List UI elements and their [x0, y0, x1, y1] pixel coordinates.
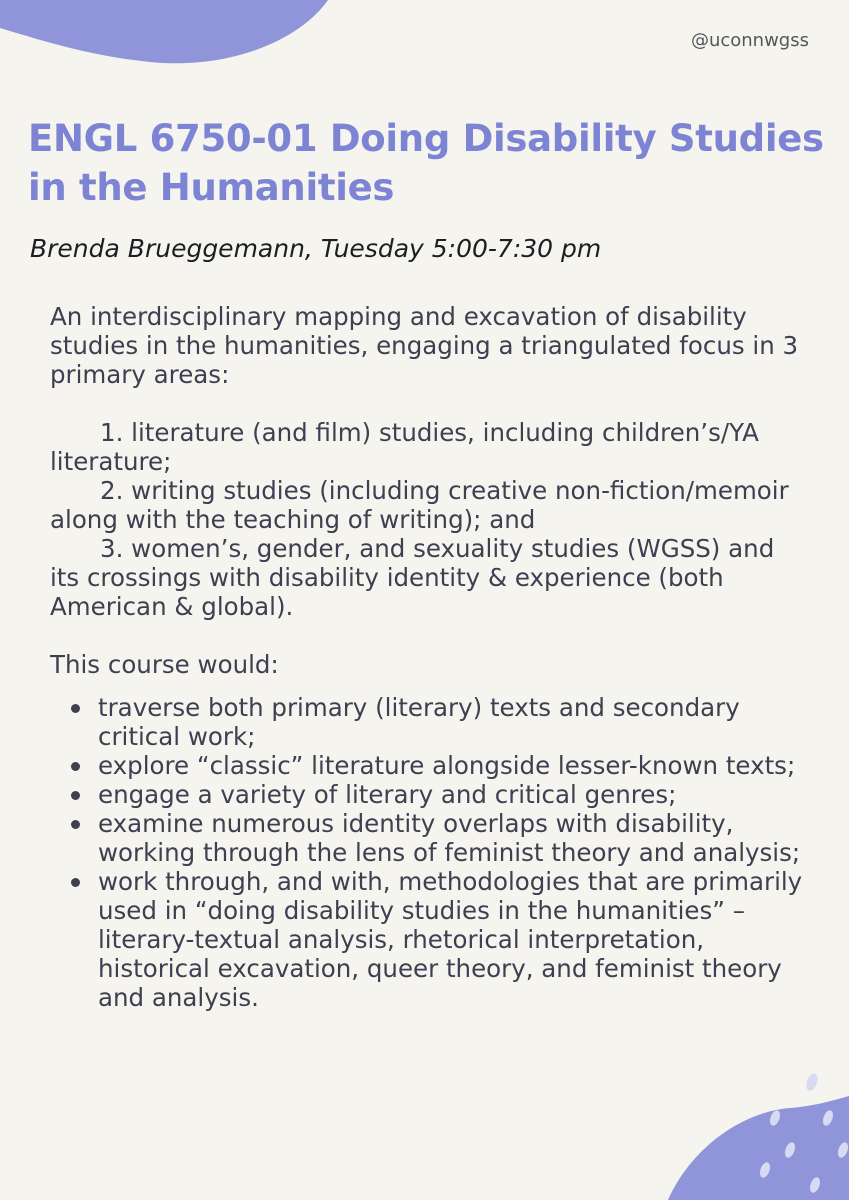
bullet-icon — [71, 791, 80, 800]
course-goals-list — [50, 693, 810, 1012]
course-lead: This course would: — [50, 650, 279, 679]
instructor-schedule: Brenda Brueggemann, Tuesday 5:00-7:30 pm — [30, 234, 602, 263]
social-handle: @uconnwgss — [690, 30, 809, 51]
focus-area-3: 3. women’s, gender, and sexuality studies (WGSS) and its crossings with disability identity & experience (both American & global). — [50, 534, 775, 621]
rain-drop — [804, 1072, 820, 1092]
rain-drop — [808, 1176, 822, 1194]
list-item: engage a variety of literary and critical genres; — [50, 780, 810, 809]
course-description — [50, 302, 810, 1012]
bullet-icon — [71, 704, 80, 713]
list-item: traverse both primary (literary) texts and secondary critical work; — [50, 693, 810, 751]
bullet-icon — [71, 820, 80, 829]
bullet-icon — [71, 878, 80, 887]
rain-drop — [836, 1141, 849, 1159]
list-item: examine numerous identity overlaps with disability, working through the lens of feminist theory and analysis; — [50, 809, 810, 867]
top-blob-shape — [0, 0, 328, 63]
course-title: ENGL 6750-01 Doing Disability Studies in the Humanities — [28, 117, 824, 209]
list-item: work through, and with, methodologies that are primarily used in “doing disability studies in the humanities” –literary-textual analysis, rhetorical interpretation, historical excavation, queer theory, and feminist theory and analysis. — [50, 867, 810, 1012]
rain-drop — [783, 1141, 797, 1159]
rain-drop — [758, 1161, 772, 1179]
bottom-blob-shape — [668, 1096, 849, 1200]
rain-drop — [821, 1109, 835, 1127]
focus-area-2: 2. writing studies (including creative non-fiction/memoir along with the teaching of writing); and — [50, 476, 789, 534]
intro-paragraph: An interdisciplinary mapping and excavation of disability studies in the humanities, engaging a triangulated focus in 3 primary areas: — [50, 302, 799, 389]
bullet-icon — [71, 762, 80, 771]
list-item: explore “classic” literature alongside lesser-known texts; — [50, 751, 810, 780]
rain-drop — [768, 1109, 782, 1127]
focus-area-1: 1. literature (and film) studies, including children’s/YA literature; — [50, 418, 759, 476]
